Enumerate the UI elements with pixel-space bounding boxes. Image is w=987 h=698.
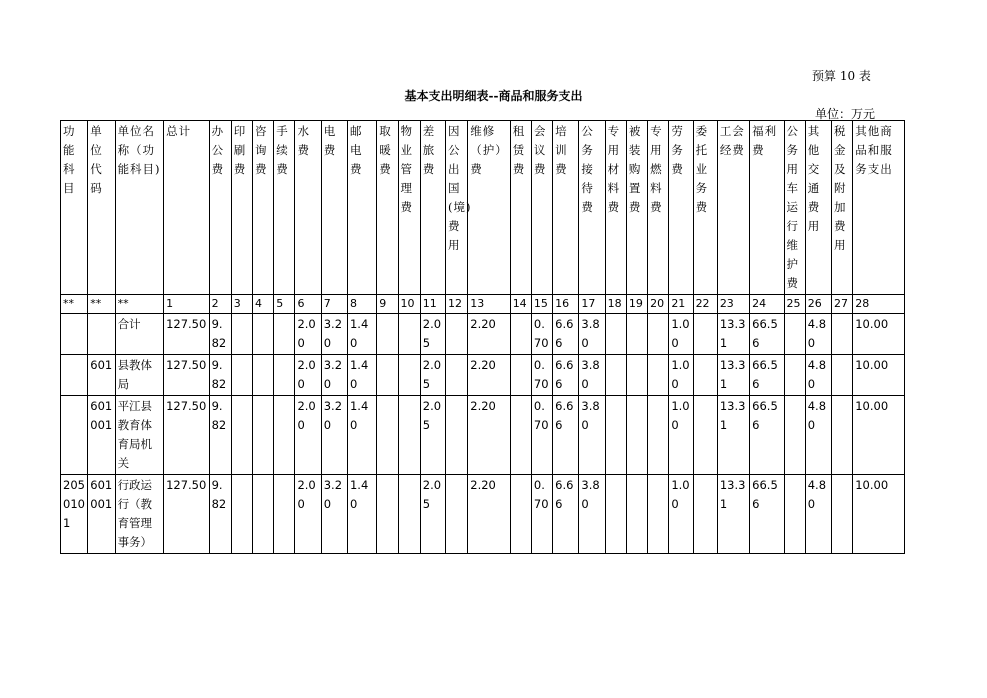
- column-number: 12: [446, 295, 468, 314]
- table-cell: [784, 314, 805, 355]
- table-cell: [274, 475, 295, 554]
- table-cell: 2.00: [295, 396, 321, 475]
- table-cell: [446, 475, 468, 554]
- table-cell: 2.00: [295, 314, 321, 355]
- table-cell: [231, 314, 252, 355]
- unit-label: 单位：万元: [815, 107, 876, 121]
- column-header: 维修（护）费: [468, 121, 510, 295]
- column-header: 税金及附加费用: [832, 121, 853, 295]
- column-number: 3: [231, 295, 252, 314]
- table-cell: 1.40: [347, 475, 376, 554]
- table-cell: 2.20: [468, 475, 510, 554]
- column-number: 26: [805, 295, 831, 314]
- column-header: 差旅费: [420, 121, 445, 295]
- table-cell: [626, 314, 647, 355]
- table-cell: [693, 355, 717, 396]
- table-cell: 2.05: [420, 355, 445, 396]
- column-number: **: [61, 295, 88, 314]
- column-header: 咨询费: [253, 121, 274, 295]
- column-number: 28: [853, 295, 905, 314]
- table-cell: 13.31: [717, 314, 749, 355]
- table-cell: [377, 314, 398, 355]
- table-cell: [510, 314, 531, 355]
- table-cell: [693, 396, 717, 475]
- table-cell: 9.82: [209, 475, 231, 554]
- table-cell: 3.20: [321, 396, 347, 475]
- table-cell: [605, 314, 626, 355]
- table-cell: 2.05: [420, 396, 445, 475]
- column-number: 19: [626, 295, 647, 314]
- column-header: 其他交通费用: [805, 121, 831, 295]
- table-cell: 13.31: [717, 475, 749, 554]
- column-header: 电费: [321, 121, 347, 295]
- table-cell: 1.00: [669, 355, 693, 396]
- column-number: 8: [347, 295, 376, 314]
- table-cell: 2.00: [295, 355, 321, 396]
- table-cell: [274, 314, 295, 355]
- table-cell: 县教体局: [115, 355, 164, 396]
- table-cell: 601: [88, 355, 115, 396]
- table-cell: 127.50: [164, 475, 209, 554]
- table-cell: [377, 475, 398, 554]
- table-cell: [61, 314, 88, 355]
- table-cell: [784, 396, 805, 475]
- column-header: 印刷费: [231, 121, 252, 295]
- table-cell: 66.56: [750, 355, 784, 396]
- table-row: [61, 355, 905, 396]
- column-number: 25: [784, 295, 805, 314]
- table-cell: 9.82: [209, 396, 231, 475]
- column-number: 24: [750, 295, 784, 314]
- column-number: 27: [832, 295, 853, 314]
- table-cell: [648, 475, 669, 554]
- table-cell: [446, 355, 468, 396]
- column-header: 培训费: [553, 121, 579, 295]
- column-number-row: [61, 295, 905, 314]
- column-header: 手续费: [274, 121, 295, 295]
- column-number: 17: [579, 295, 605, 314]
- table-cell: [398, 314, 420, 355]
- table-cell: 2.20: [468, 314, 510, 355]
- table-cell: 3.80: [579, 475, 605, 554]
- table-cell: [605, 475, 626, 554]
- table-cell: 2.05: [420, 475, 445, 554]
- table-cell: 1.00: [669, 396, 693, 475]
- table-cell: 3.80: [579, 396, 605, 475]
- table-cell: 1.00: [669, 314, 693, 355]
- table-cell: 4.80: [805, 475, 831, 554]
- table-cell: 2.00: [295, 475, 321, 554]
- table-cell: 10.00: [853, 355, 905, 396]
- table-cell: 3.80: [579, 355, 605, 396]
- table-cell: [377, 396, 398, 475]
- table-cell: 9.82: [209, 314, 231, 355]
- table-cell: 行政运行（教育管理事务）: [115, 475, 164, 554]
- column-header: 委托业务费: [693, 121, 717, 295]
- column-number: 18: [605, 295, 626, 314]
- table-cell: [253, 355, 274, 396]
- table-cell: [832, 314, 853, 355]
- column-header: 取暖费: [377, 121, 398, 295]
- table-cell: 127.50: [164, 396, 209, 475]
- column-header: 工会经费: [717, 121, 749, 295]
- column-number: 1: [164, 295, 209, 314]
- table-cell: 1.40: [347, 396, 376, 475]
- column-header: 单位代码: [88, 121, 115, 295]
- column-number: 9: [377, 295, 398, 314]
- table-row: [61, 475, 905, 554]
- column-header: 单位名称（功能科目): [115, 121, 164, 295]
- table-cell: 2.05: [420, 314, 445, 355]
- table-cell: 601001: [88, 475, 115, 554]
- table-cell: 601001: [88, 396, 115, 475]
- table-cell: 2.20: [468, 396, 510, 475]
- column-number: 20: [648, 295, 669, 314]
- column-number: 7: [321, 295, 347, 314]
- table-cell: [832, 396, 853, 475]
- column-header: 专用燃料费: [648, 121, 669, 295]
- table-cell: 66.56: [750, 396, 784, 475]
- column-header: 被装购置费: [626, 121, 647, 295]
- column-header: 邮电费: [347, 121, 376, 295]
- table-cell: 2.20: [468, 355, 510, 396]
- column-header: 会议费: [531, 121, 552, 295]
- table-cell: 6.66: [553, 314, 579, 355]
- table-row: [61, 396, 905, 475]
- column-header: 其他商品和服务支出: [853, 121, 905, 295]
- column-number: 4: [253, 295, 274, 314]
- column-number: 10: [398, 295, 420, 314]
- table-cell: [832, 475, 853, 554]
- table-cell: 3.20: [321, 355, 347, 396]
- column-header: 水费: [295, 121, 321, 295]
- column-header: 因公出国(境)费用: [446, 121, 468, 295]
- column-number: 15: [531, 295, 552, 314]
- table-cell: [648, 355, 669, 396]
- column-number: 2: [209, 295, 231, 314]
- table-cell: [784, 355, 805, 396]
- column-number: 23: [717, 295, 749, 314]
- table-cell: 1.00: [669, 475, 693, 554]
- table-cell: [253, 475, 274, 554]
- column-number: 6: [295, 295, 321, 314]
- table-cell: [274, 355, 295, 396]
- table-cell: 6.66: [553, 355, 579, 396]
- table-cell: 13.31: [717, 396, 749, 475]
- table-cell: [253, 314, 274, 355]
- table-cell: 0.70: [531, 355, 552, 396]
- column-number: **: [115, 295, 164, 314]
- table-cell: [231, 475, 252, 554]
- budget-table-number: 预算 10 表: [812, 69, 871, 83]
- column-number: **: [88, 295, 115, 314]
- table-cell: [832, 355, 853, 396]
- table-cell: [605, 396, 626, 475]
- table-cell: [446, 314, 468, 355]
- table-cell: 合计: [115, 314, 164, 355]
- header-row: [61, 121, 905, 295]
- column-header: 物业管理费: [398, 121, 420, 295]
- table-cell: [398, 475, 420, 554]
- column-header: 总计: [164, 121, 209, 295]
- column-number: 22: [693, 295, 717, 314]
- table-cell: [626, 396, 647, 475]
- column-header: 办公费: [209, 121, 231, 295]
- table-cell: [626, 355, 647, 396]
- column-number: 5: [274, 295, 295, 314]
- column-number: 13: [468, 295, 510, 314]
- table-cell: 66.56: [750, 475, 784, 554]
- column-header: 劳务费: [669, 121, 693, 295]
- table-cell: 4.80: [805, 396, 831, 475]
- column-header: 专用材料费: [605, 121, 626, 295]
- table-cell: 127.50: [164, 314, 209, 355]
- table-cell: [693, 314, 717, 355]
- table-cell: 平江县教育体育局机关: [115, 396, 164, 475]
- table-cell: [648, 396, 669, 475]
- table-cell: 127.50: [164, 355, 209, 396]
- table-cell: [605, 355, 626, 396]
- column-header: 福利费: [750, 121, 784, 295]
- table-cell: [626, 475, 647, 554]
- table-cell: 6.66: [553, 396, 579, 475]
- table-cell: 1.40: [347, 314, 376, 355]
- table-cell: [377, 355, 398, 396]
- table-cell: 66.56: [750, 314, 784, 355]
- table-cell: [398, 396, 420, 475]
- column-header: 公务用车运行维护费: [784, 121, 805, 295]
- column-number: 16: [553, 295, 579, 314]
- table-cell: 10.00: [853, 314, 905, 355]
- table-cell: [231, 355, 252, 396]
- table-cell: 0.70: [531, 314, 552, 355]
- column-header: 租赁费: [510, 121, 531, 295]
- table-cell: [61, 396, 88, 475]
- table-cell: 6.66: [553, 475, 579, 554]
- table-cell: 1.40: [347, 355, 376, 396]
- table-cell: 9.82: [209, 355, 231, 396]
- table-cell: [274, 396, 295, 475]
- table-cell: 0.70: [531, 396, 552, 475]
- table-cell: [510, 355, 531, 396]
- expense-detail-table: [60, 120, 905, 554]
- column-number: 11: [420, 295, 445, 314]
- table-cell: [253, 396, 274, 475]
- table-cell: 10.00: [853, 396, 905, 475]
- table-cell: 3.20: [321, 314, 347, 355]
- table-cell: [88, 314, 115, 355]
- column-number: 21: [669, 295, 693, 314]
- table-cell: 2050101: [61, 475, 88, 554]
- table-cell: [61, 355, 88, 396]
- table-cell: 3.80: [579, 314, 605, 355]
- table-cell: [648, 314, 669, 355]
- column-number: 14: [510, 295, 531, 314]
- table-cell: [693, 475, 717, 554]
- table-cell: 4.80: [805, 314, 831, 355]
- table-cell: [398, 355, 420, 396]
- table-cell: [784, 475, 805, 554]
- table-cell: 4.80: [805, 355, 831, 396]
- column-header: 功能科目: [61, 121, 88, 295]
- table-cell: 10.00: [853, 475, 905, 554]
- table-cell: [510, 396, 531, 475]
- table-cell: [510, 475, 531, 554]
- page-title: 基本支出明细表--商品和服务支出: [404, 89, 583, 103]
- table-cell: [446, 396, 468, 475]
- table-cell: 3.20: [321, 475, 347, 554]
- table-cell: 0.70: [531, 475, 552, 554]
- column-header: 公务接待费: [579, 121, 605, 295]
- table-row: [61, 314, 905, 355]
- table-cell: 13.31: [717, 355, 749, 396]
- table-cell: [231, 396, 252, 475]
